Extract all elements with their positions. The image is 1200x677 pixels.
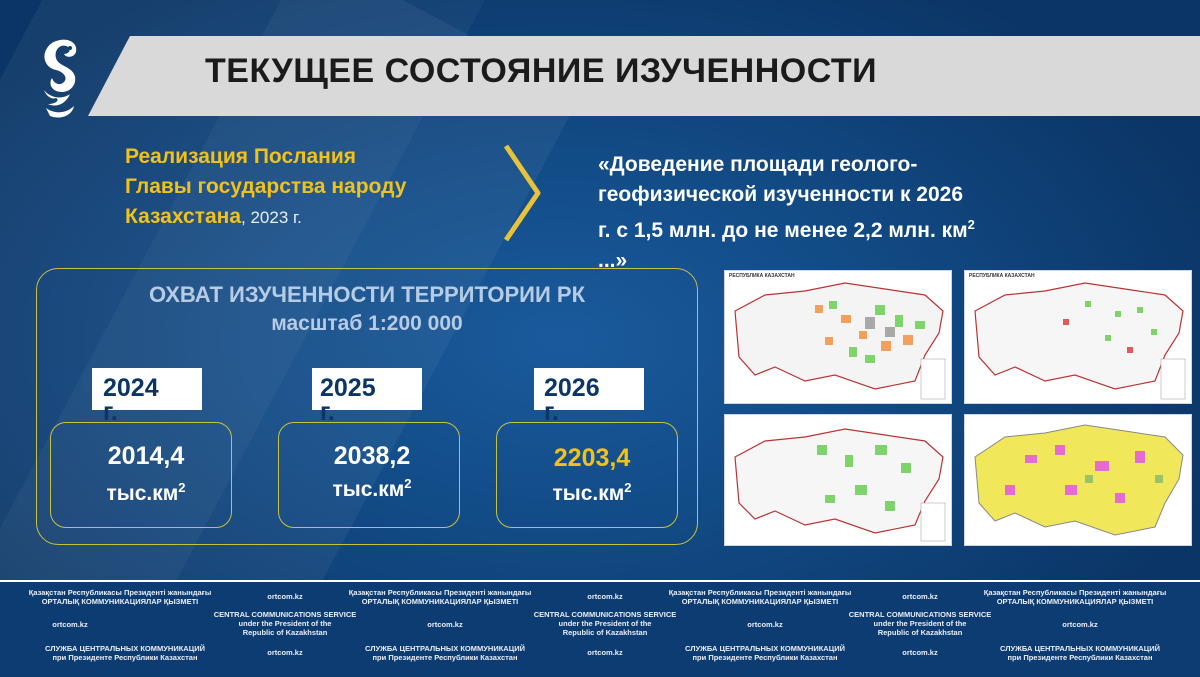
footer-kz: Қазақстан Республикасы Президенті жанындағы ОРТАЛЫҚ КОММУНИКАЦИЯЛАР ҚЫЗМЕТІ xyxy=(668,588,852,606)
footer-en: CENTRAL COMMUNICATIONS SERVICE under the President of the Republic of Kazakhstan xyxy=(533,610,677,637)
footer-ru: СЛУЖБА ЦЕНТРАЛЬНЫХ КОММУНИКАЦИЙ при Президенте Республики Казахстан xyxy=(364,644,525,662)
quote-text xyxy=(598,150,1098,276)
quote-line: ...» xyxy=(598,249,628,272)
map-thumbnail-3 xyxy=(724,414,952,546)
footer-site: ortcom.kz xyxy=(267,648,303,657)
value-2025: 2038,2 xyxy=(333,442,411,470)
footer-site: ortcom.kz xyxy=(427,620,463,629)
year-label-2026: 2026 г. xyxy=(544,374,600,426)
unit-2026: $тыс.км^2$ xyxy=(552,480,632,505)
snow-leopard-logo-icon xyxy=(26,34,90,120)
footer-site: ortcom.kz xyxy=(267,592,303,601)
footer-site: ortcom.kz xyxy=(902,592,938,601)
quote-line: «Доведение площади геолого- xyxy=(598,153,918,176)
footer-kz: Қазақстан Республикасы Президенті жанындағы ОРТАЛЫҚ КОММУНИКАЦИЯЛАР ҚЫЗМЕТІ xyxy=(28,588,212,606)
map-header: РЕСПУБЛИКА КАЗАХСТАН xyxy=(729,273,795,279)
footer-site: ortcom.kz xyxy=(587,648,623,657)
quote-sup: 2 xyxy=(967,217,975,232)
footer-site: ortcom.kz xyxy=(52,620,88,629)
message-line: Казахстана xyxy=(125,205,242,228)
footer-kz: Қазақстан Республикасы Президенті жанындағы ОРТАЛЫҚ КОММУНИКАЦИЯЛАР ҚЫЗМЕТІ xyxy=(348,588,532,606)
quote-line: геофизической изученности к 2026 xyxy=(598,183,964,206)
map-thumbnail-1 xyxy=(724,270,952,404)
year-label-2025: 2025 г. xyxy=(320,374,376,426)
value-card-2024 xyxy=(50,422,232,528)
footer-site: ortcom.kz xyxy=(587,592,623,601)
footer-ru: СЛУЖБА ЦЕНТРАЛЬНЫХ КОММУНИКАЦИЙ при Президенте Республики Казахстан xyxy=(44,644,205,662)
map-thumbnail-4 xyxy=(964,414,1192,546)
message-line: Главы государства народу xyxy=(125,175,407,198)
footer-en: CENTRAL COMMUNICATIONS SERVICE under the President of the Republic of Kazakhstan xyxy=(213,610,357,637)
footer-kz: Қазақстан Республикасы Президенті жанындағы ОРТАЛЫҚ КОММУНИКАЦИЯЛАР ҚЫЗМЕТІ xyxy=(983,588,1167,606)
value-2024: 2014,4 xyxy=(107,442,185,470)
footer-ru: СЛУЖБА ЦЕНТРАЛЬНЫХ КОММУНИКАЦИЙ при Президенте Республики Казахстан xyxy=(684,644,845,662)
unit-2024: $тыс.км^2$ xyxy=(106,480,186,505)
map-header: РЕСПУБЛИКА КАЗАХСТАН xyxy=(969,273,1035,279)
message-year: , 2023 г. xyxy=(241,208,302,227)
message-line: Реализация Послания xyxy=(125,145,357,168)
coverage-title: ОХВАТ ИЗУЧЕННОСТИ ТЕРРИТОРИИ РК xyxy=(148,282,586,307)
message-text xyxy=(125,142,495,233)
footer-ru: СЛУЖБА ЦЕНТРАЛЬНЫХ КОММУНИКАЦИЙ при Президенте Республики Казахстан xyxy=(999,644,1160,662)
footer-site: ortcom.kz xyxy=(902,648,938,657)
unit-2025: $тыс.км^2$ xyxy=(332,476,412,501)
year-label-2024: 2024 г. xyxy=(103,374,159,426)
quote-line: г. с 1,5 млн. до не менее 2,2 млн. км xyxy=(598,219,968,242)
value-card-2025 xyxy=(278,422,460,528)
value-2026: 2203,4 xyxy=(553,444,631,472)
page-title: ТЕКУЩЕЕ СОСТОЯНИЕ ИЗУЧЕННОСТИ xyxy=(205,52,878,90)
footer-site: ortcom.kz xyxy=(1062,620,1098,629)
map-thumbnail-2 xyxy=(964,270,1192,404)
footer-site: ortcom.kz xyxy=(747,620,783,629)
coverage-scale: масштаб 1:200 000 xyxy=(271,312,463,335)
chevron-right-icon xyxy=(498,142,548,244)
footer-en: CENTRAL COMMUNICATIONS SERVICE under the President of the Republic of Kazakhstan xyxy=(848,610,992,637)
value-card-2026 xyxy=(496,422,678,528)
